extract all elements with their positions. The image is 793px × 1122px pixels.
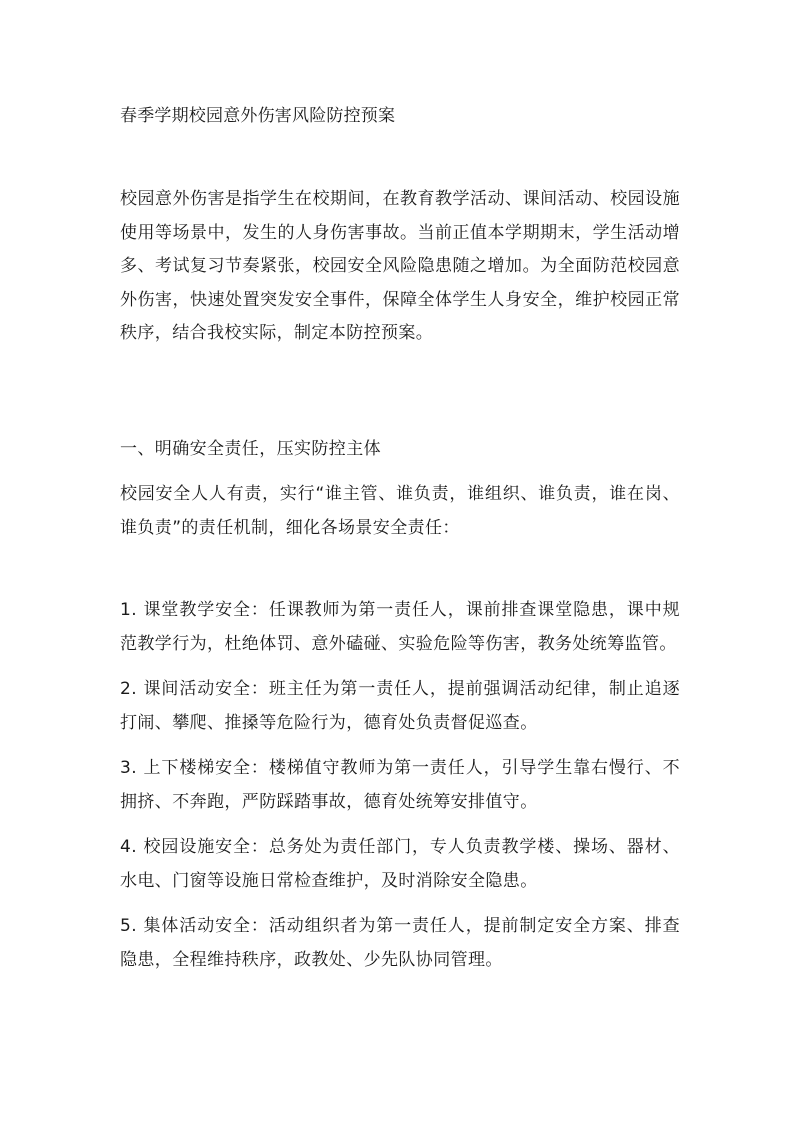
list-item-text: 校园设施安全：总务处为责任部门，专人负责教学楼、操场、器材、水电、门窗等设施日常检查维护，及时消除安全隐患。: [120, 837, 680, 891]
list-item-number: 3.: [120, 758, 138, 778]
list-item: [120, 910, 680, 977]
list-item-text: 集体活动安全：活动组织者为第一责任人，提前制定安全方案、排查隐患，全程维持秩序，政教处、少先队协同管理。: [120, 916, 680, 970]
intro-paragraph: 校园意外伤害是指学生在校期间，在教育教学活动、课间活动、校园设施使用等场景中，发生的人身伤害事故。当前正值本学期期末，学生活动增多、考试复习节奏紧张，校园安全风险隐患随之增加。为全面防范校园意外伤害，快速处置突发安全事件，保障全体学生人身安全，维护校园正常秩序，结合我校实际，制定本防控预案。: [120, 189, 680, 343]
document-page: [120, 0, 680, 1122]
responsibility-list: [120, 594, 680, 989]
section-heading: 一、明确安全责任，压实防控主体: [120, 439, 381, 459]
list-item-text: 课间活动安全：班主任为第一责任人，提前强调活动纪律，制止追逐打闹、攀爬、推搡等危险行为，德育处负责督促巡查。: [120, 679, 680, 733]
list-item: [120, 673, 680, 740]
list-item-number: 4.: [120, 837, 138, 857]
responsibility-paragraph: 校园安全人人有责，实行“谁主管、谁负责，谁组织、谁负责，谁在岗、谁负责”的责任机制，细化各场景安全责任：: [120, 484, 680, 538]
document-title: 春季学期校园意外伤害风险防控预案: [120, 106, 396, 126]
list-item: [120, 831, 680, 898]
list-item-text: 上下楼梯安全：楼梯值守教师为第一责任人，引导学生靠右慢行、不拥挤、不奔跑，严防踩踏事故，德育处统筹安排值守。: [120, 758, 680, 812]
list-item-number: 5.: [120, 916, 138, 936]
list-item: [120, 752, 680, 819]
list-item-number: 1.: [120, 600, 138, 620]
list-item-number: 2.: [120, 679, 138, 699]
list-item: [120, 594, 680, 661]
list-item-text: 课堂教学安全：任课教师为第一责任人，课前排查课堂隐患，课中规范教学行为，杜绝体罚、意外磕碰、实验危险等伤害，教务处统筹监管。: [120, 600, 680, 654]
